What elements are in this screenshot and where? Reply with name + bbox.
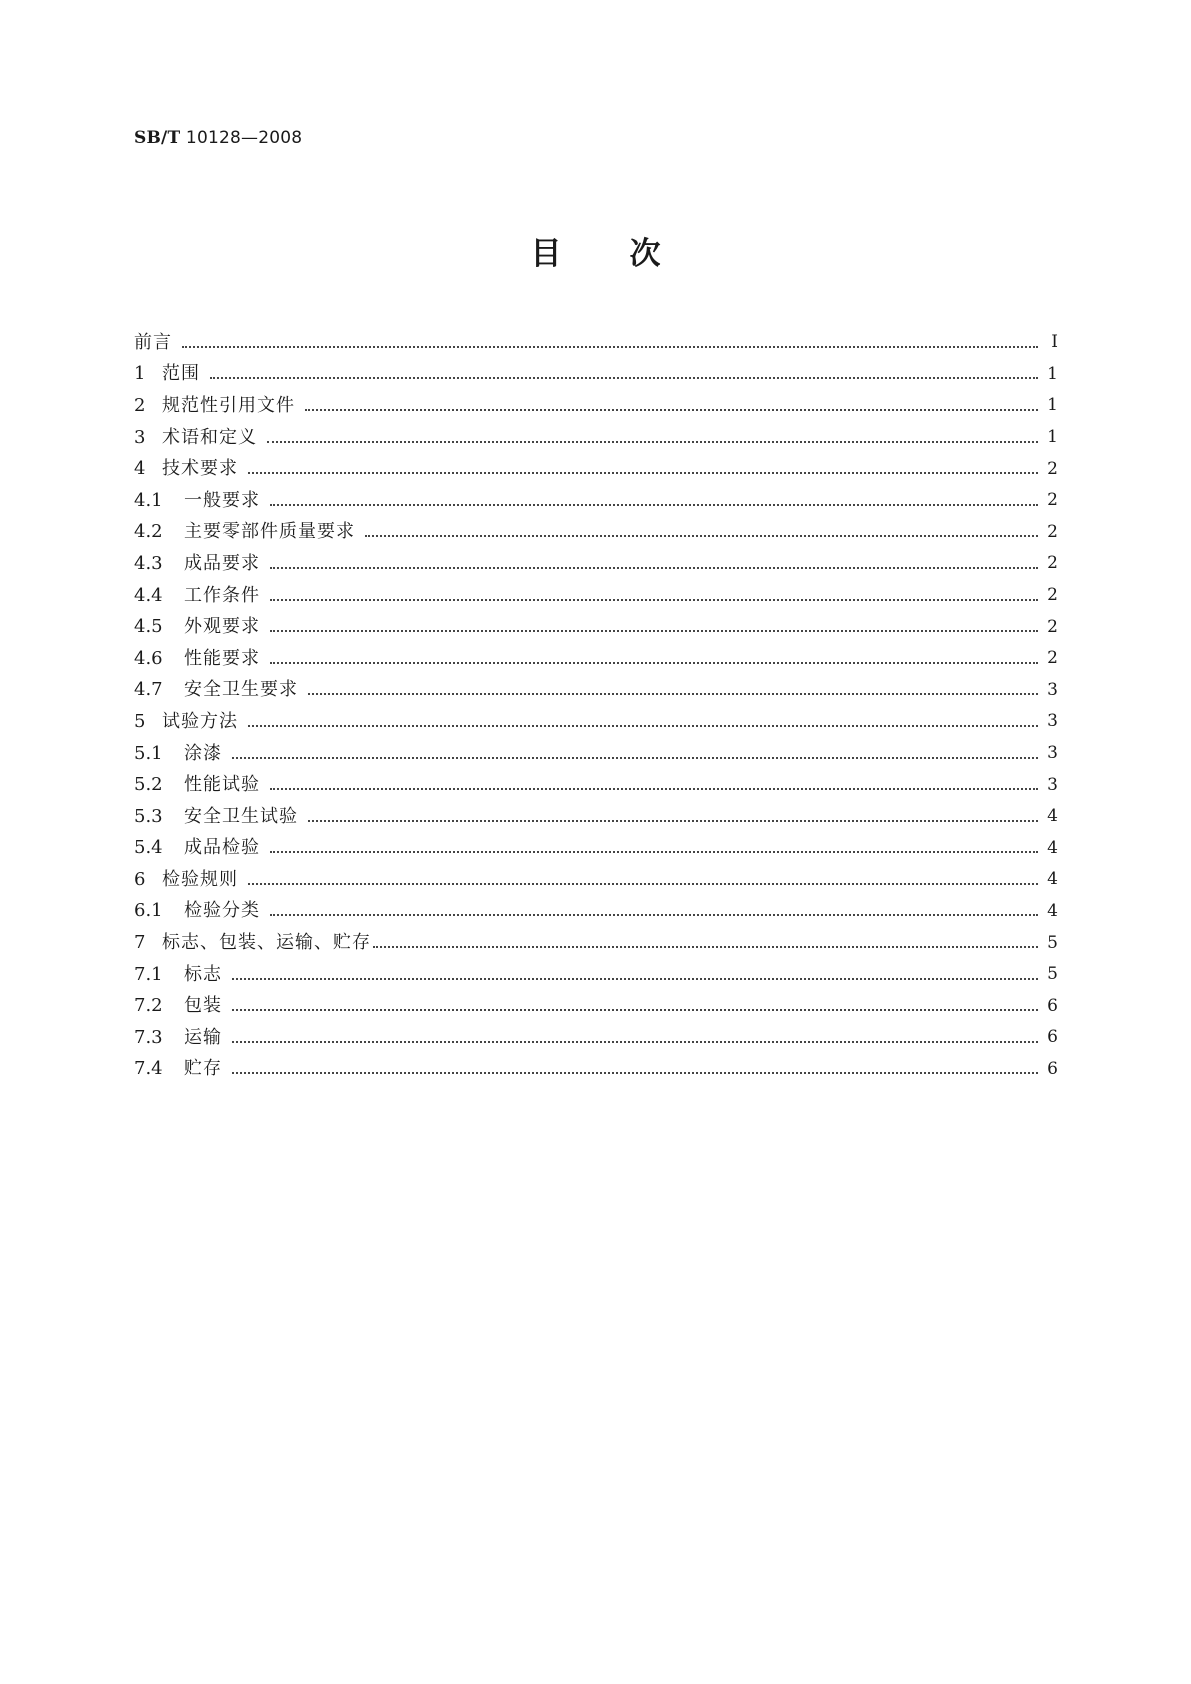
toc-entry[interactable]	[134, 485, 1058, 517]
toc-leader-dots	[232, 966, 1038, 984]
toc-entry[interactable]	[134, 769, 1058, 801]
toc-entry-number: 2	[134, 394, 146, 416]
toc-entry-number: 4.1	[134, 489, 163, 511]
toc-leader-dots	[210, 365, 1038, 383]
toc-entry-label: 标志	[184, 963, 222, 985]
toc-entry-page: 6	[1047, 1058, 1058, 1079]
toc-entry-number: 4.2	[134, 521, 163, 543]
toc-entry[interactable]	[134, 390, 1058, 422]
toc-entry-page: 3	[1047, 774, 1058, 795]
toc-entry-page: 2	[1047, 585, 1058, 606]
toc-leader-dots	[270, 587, 1038, 605]
toc-leader-dots	[232, 997, 1038, 1015]
toc-leader-dots	[232, 1029, 1038, 1047]
toc-entry[interactable]	[134, 833, 1058, 865]
toc-entry[interactable]	[134, 580, 1058, 612]
toc-leader-dots	[308, 681, 1038, 699]
toc-entry-page: 5	[1047, 932, 1058, 953]
toc-entry-number: 4.6	[134, 647, 163, 669]
toc-entry-number: 7.1	[134, 963, 163, 985]
toc-entry[interactable]	[134, 359, 1058, 391]
toc-entry-label: 试验方法	[162, 710, 238, 732]
toc-entry[interactable]	[134, 643, 1058, 675]
toc-entry[interactable]	[134, 738, 1058, 770]
toc-entry-label: 范围	[162, 363, 200, 385]
toc-entry[interactable]	[134, 1054, 1058, 1086]
toc-leader-dots	[248, 460, 1038, 478]
toc-entry-number: 5.3	[134, 805, 163, 827]
toc-leader-dots	[182, 334, 1038, 352]
toc-entry-label: 规范性引用文件	[162, 394, 295, 416]
toc-entry[interactable]	[134, 706, 1058, 738]
toc-entry-label: 成品要求	[184, 552, 260, 574]
toc-entry-page: 1	[1047, 363, 1058, 384]
toc-entry[interactable]	[134, 675, 1058, 707]
toc-leader-dots	[308, 808, 1038, 826]
toc-entry-page: 2	[1047, 616, 1058, 637]
toc-entry-number: 5.2	[134, 774, 163, 796]
standard-code-prefix: SB/T	[134, 128, 181, 148]
toc-entry[interactable]	[134, 453, 1058, 485]
toc-entry-number: 7.3	[134, 1026, 163, 1048]
toc-leader-dots	[270, 650, 1038, 668]
toc-entry-page: 3	[1047, 679, 1058, 700]
toc-entry[interactable]	[134, 517, 1058, 549]
toc-entry-number: 4.3	[134, 552, 163, 574]
toc-entry-page: 4	[1047, 806, 1058, 827]
toc-entry-number: 6.1	[134, 900, 163, 922]
toc-entry[interactable]	[134, 1022, 1058, 1054]
toc-leader-dots	[270, 492, 1038, 510]
toc-entry-page: 3	[1047, 711, 1058, 732]
toc-entry-label: 安全卫生要求	[184, 679, 298, 701]
toc-leader-dots	[305, 397, 1038, 415]
toc-entry-label: 技术要求	[162, 458, 238, 480]
toc-entry-number: 3	[134, 426, 146, 448]
toc-leader-dots	[248, 871, 1038, 889]
toc-entry-number: 5.4	[134, 837, 163, 859]
toc-leader-dots	[248, 713, 1038, 731]
page-title: 目次	[530, 236, 729, 272]
table-of-contents	[134, 327, 1058, 1085]
toc-entry-page: 1	[1047, 427, 1058, 448]
toc-entry-page: 2	[1047, 521, 1058, 542]
toc-entry-label: 运输	[184, 1026, 222, 1048]
toc-entry-page: 4	[1047, 900, 1058, 921]
toc-entry-page: 2	[1047, 553, 1058, 574]
toc-entry-label: 术语和定义	[162, 426, 257, 448]
toc-leader-dots	[232, 745, 1038, 763]
toc-leader-dots	[270, 618, 1038, 636]
toc-entry-page: Ⅰ	[1051, 332, 1058, 353]
toc-entry-label: 检验规则	[162, 868, 238, 890]
toc-entry-label: 外观要求	[184, 616, 260, 638]
toc-leader-dots	[270, 839, 1038, 857]
toc-entry-number: 7.2	[134, 995, 163, 1017]
toc-entry-label: 性能试验	[184, 774, 260, 796]
toc-entry[interactable]	[134, 864, 1058, 896]
toc-entry-page: 4	[1047, 869, 1058, 890]
toc-entry-label: 检验分类	[184, 900, 260, 922]
toc-entry-number: 5	[134, 710, 146, 732]
toc-entry-page: 6	[1047, 1027, 1058, 1048]
toc-entry-page: 5	[1047, 964, 1058, 985]
toc-entry-number: 7	[134, 932, 146, 954]
toc-entry-label: 包装	[184, 995, 222, 1017]
toc-entry-number: 4.5	[134, 616, 163, 638]
toc-entry-page: 4	[1047, 837, 1058, 858]
toc-entry-label: 工作条件	[184, 584, 260, 606]
toc-entry-page: 2	[1047, 458, 1058, 479]
toc-entry-label: 前言	[134, 331, 172, 353]
toc-entry-number: 4.7	[134, 679, 163, 701]
toc-entry[interactable]	[134, 896, 1058, 928]
toc-entry-number: 4	[134, 458, 146, 480]
toc-leader-dots	[270, 902, 1038, 920]
toc-leader-dots	[270, 776, 1038, 794]
toc-entry-label: 涂漆	[184, 742, 222, 764]
toc-entry-label: 主要零部件质量要求	[184, 521, 355, 543]
toc-entry-page: 6	[1047, 995, 1058, 1016]
toc-entry[interactable]	[134, 801, 1058, 833]
toc-entry[interactable]	[134, 611, 1058, 643]
standard-code-number: 10128—2008	[185, 128, 303, 148]
toc-entry[interactable]	[134, 927, 1058, 959]
toc-entry-label: 标志、包装、运输、贮存	[162, 932, 371, 954]
toc-entry-label: 一般要求	[184, 489, 260, 511]
toc-entry-number: 6	[134, 868, 146, 890]
toc-entry-label: 安全卫生试验	[184, 805, 298, 827]
toc-leader-dots	[270, 555, 1038, 573]
toc-entry-label: 贮存	[184, 1058, 222, 1080]
toc-entry[interactable]	[134, 959, 1058, 991]
toc-entry-page: 2	[1047, 490, 1058, 511]
toc-entry-number: 7.4	[134, 1058, 163, 1080]
toc-entry-number: 4.4	[134, 584, 163, 606]
toc-entry-page: 1	[1047, 395, 1058, 416]
toc-entry-label: 成品检验	[184, 837, 260, 859]
toc-entry-number: 5.1	[134, 742, 163, 764]
toc-entry-page: 3	[1047, 743, 1058, 764]
toc-entry-page: 2	[1047, 648, 1058, 669]
toc-leader-dots	[267, 429, 1038, 447]
toc-entry-number: 1	[134, 363, 146, 385]
standard-code	[134, 128, 302, 148]
toc-leader-dots	[373, 934, 1038, 952]
toc-entry-foreword[interactable]	[134, 327, 1058, 359]
toc-leader-dots	[232, 1060, 1038, 1078]
toc-leader-dots	[365, 523, 1038, 541]
toc-entry[interactable]	[134, 422, 1058, 454]
toc-entry-label: 性能要求	[184, 647, 260, 669]
toc-entry[interactable]	[134, 548, 1058, 580]
toc-entry[interactable]	[134, 990, 1058, 1022]
